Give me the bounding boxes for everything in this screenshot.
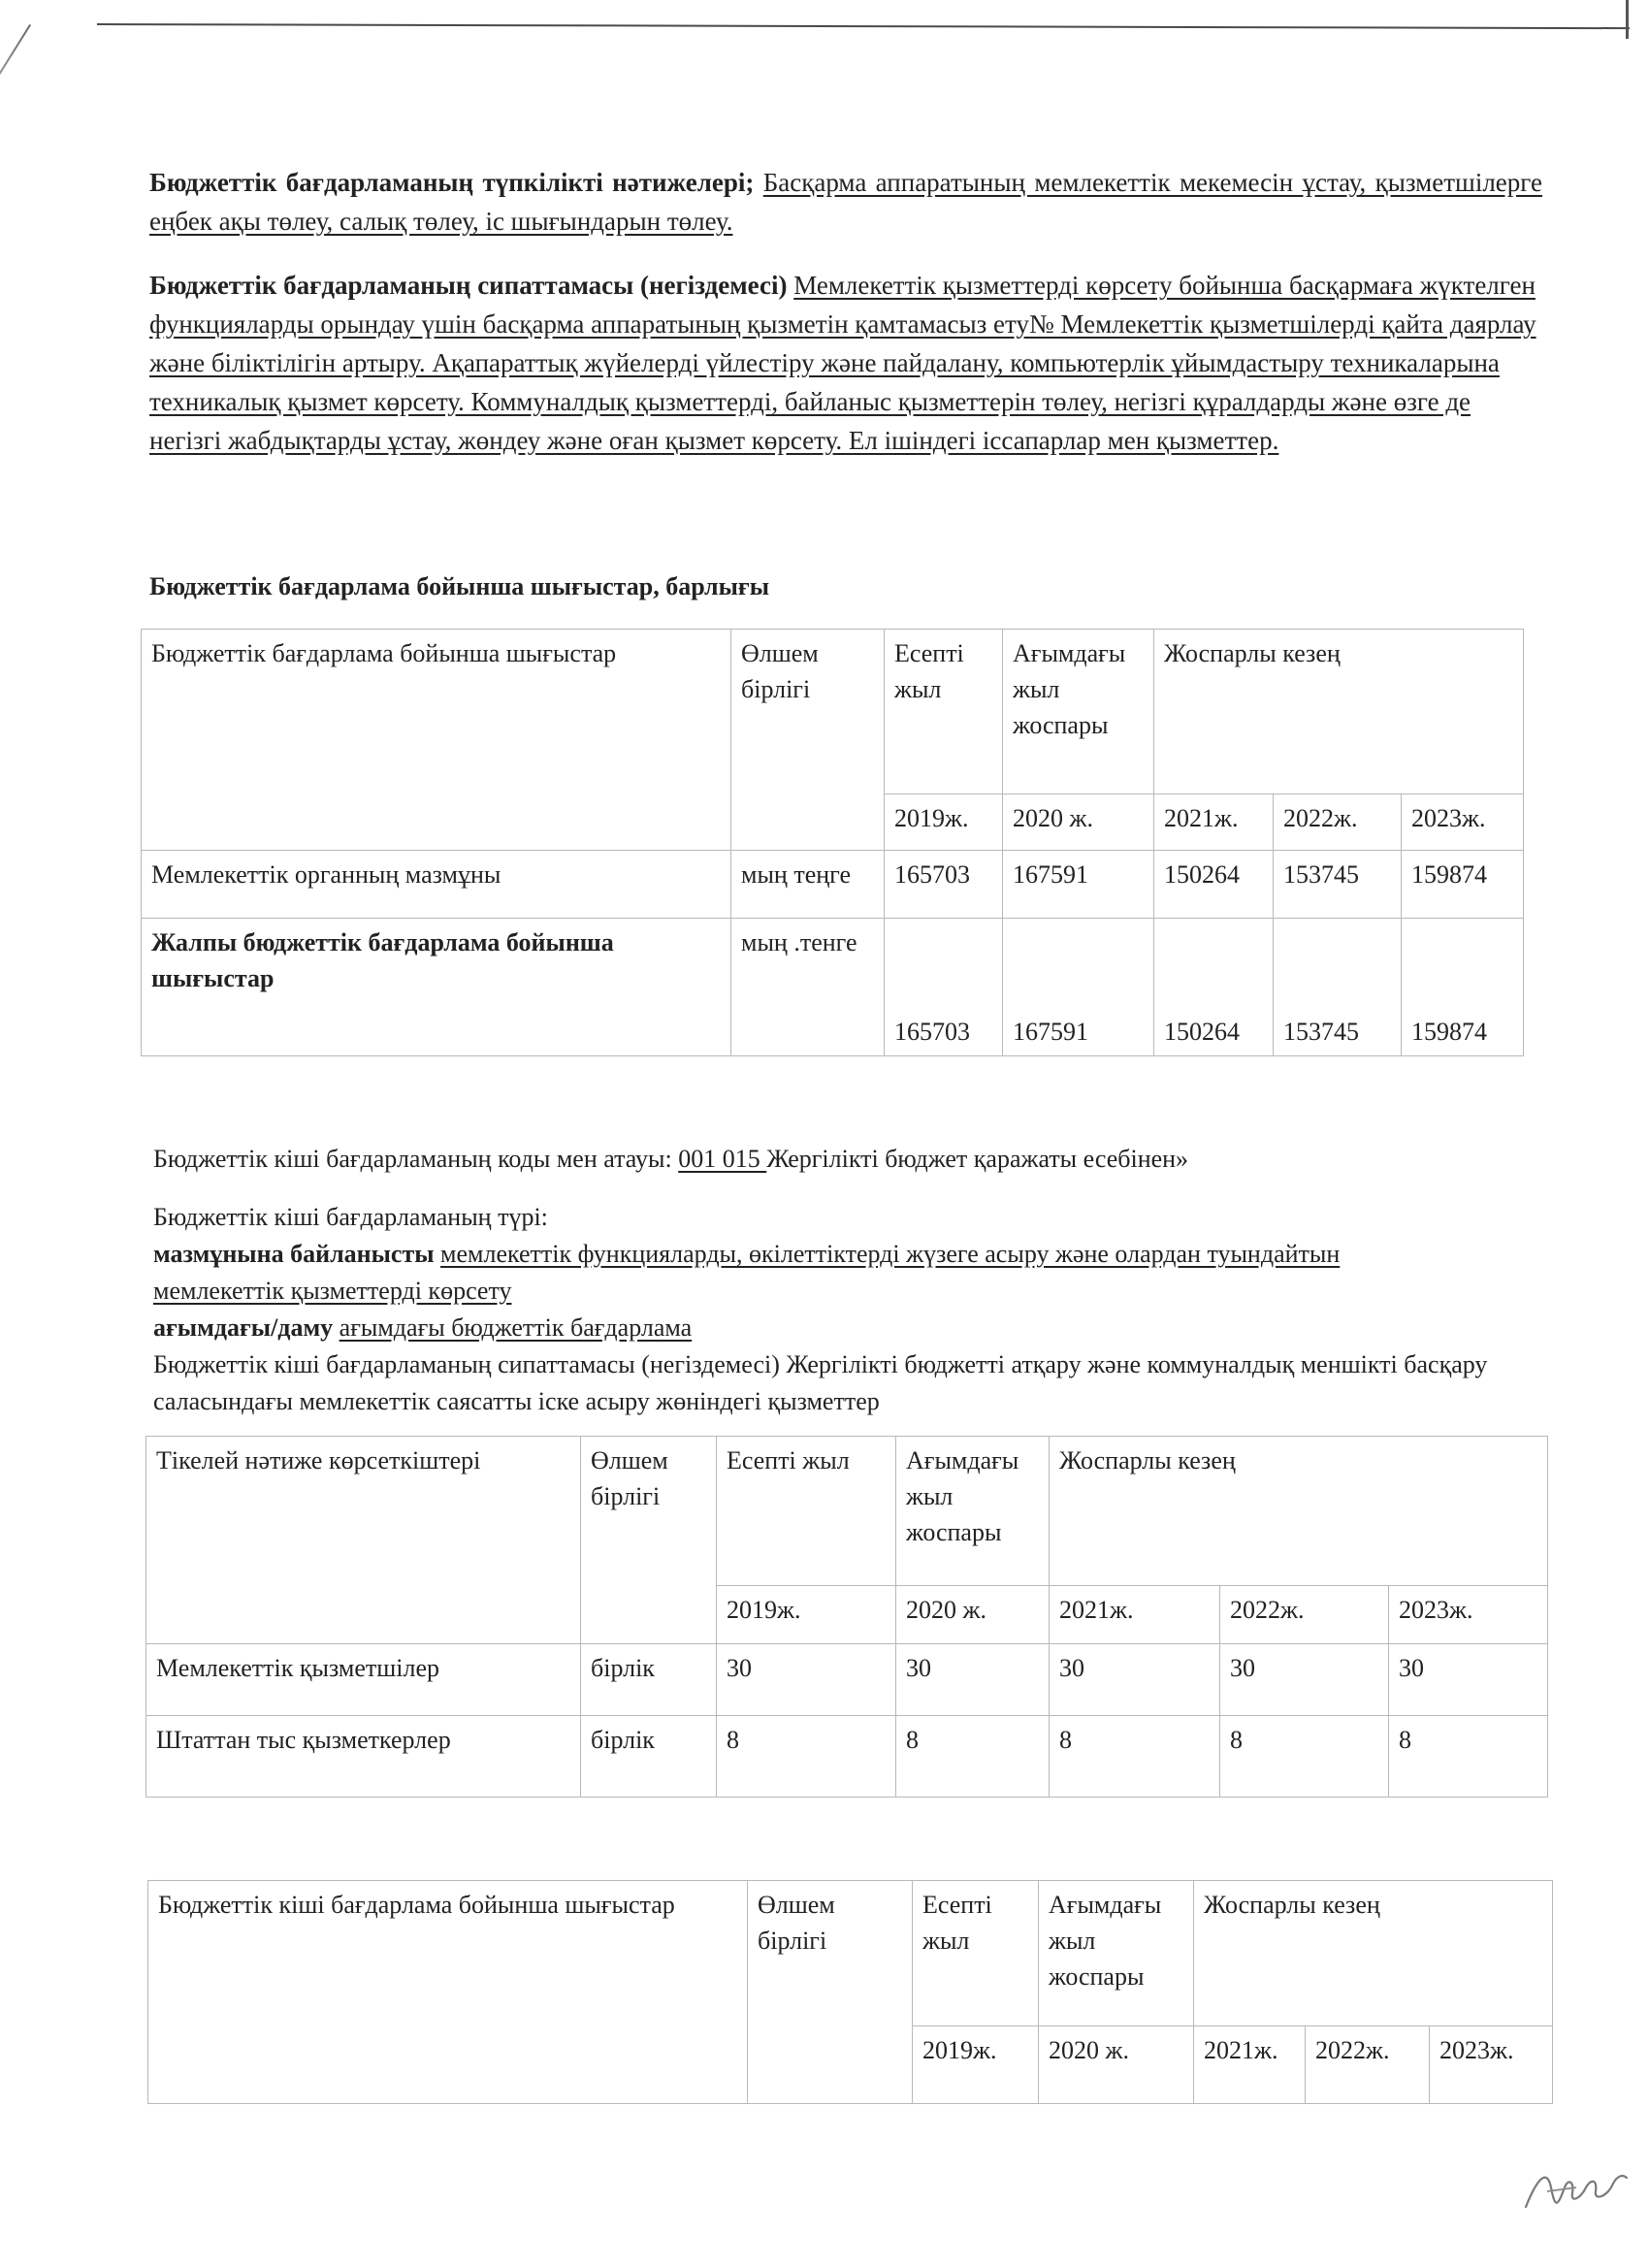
value-cell: 167591 xyxy=(1003,851,1154,919)
year-cell: 2023ж. xyxy=(1389,1586,1548,1644)
content-label: мазмұнына байланысты xyxy=(153,1240,435,1268)
value-cell: 165703 xyxy=(885,919,1003,1056)
subprogram-code-label: Бюджеттік кіші бағдарламаның коды мен атауы: xyxy=(153,1145,672,1173)
subprogram-code-line xyxy=(153,1141,1550,1178)
header-planned-period: Жоспарлы кезең xyxy=(1154,630,1524,794)
subprogram-code-name: Жергілікті бюджет қаражаты есебінен» xyxy=(766,1145,1189,1173)
row-name: Жалпы бюджеттік бағдарлама бойынша шығыстар xyxy=(142,919,731,1056)
header-current-year: Ағымдағы жыл жоспары xyxy=(1003,630,1154,794)
table-row xyxy=(146,1644,1548,1716)
value-cell: 8 xyxy=(1220,1716,1389,1798)
row-unit: мың теңге xyxy=(731,851,885,919)
scan-edge-right xyxy=(1626,0,1629,39)
program-expenses-table xyxy=(141,629,1524,1056)
value-cell: 150264 xyxy=(1154,919,1274,1056)
value-cell: 153745 xyxy=(1274,919,1402,1056)
year-cell: 2019ж. xyxy=(885,794,1003,851)
subprogram-type-label: Бюджеттік кіші бағдарламаның түрі: xyxy=(153,1203,548,1231)
header-unit: Өлшем бірлігі xyxy=(748,1881,913,2104)
row-name: Мемлекеттік органның мазмұны xyxy=(142,851,731,919)
row-unit: бірлік xyxy=(581,1644,717,1716)
dev-label: ағымдағы/даму xyxy=(153,1313,334,1342)
program-description-paragraph xyxy=(149,266,1542,460)
header-indicators: Тікелей нәтиже көрсеткіштері xyxy=(146,1437,581,1644)
value-cell: 30 xyxy=(1050,1644,1220,1716)
row-name: Мемлекеттік қызметшілер xyxy=(146,1644,581,1716)
year-cell: 2020 ж. xyxy=(896,1586,1050,1644)
year-cell: 2022ж. xyxy=(1220,1586,1389,1644)
dev-value: ағымдағы бюджеттік бағдарлама xyxy=(339,1313,693,1342)
row-unit: бірлік xyxy=(581,1716,717,1798)
header-planned-period: Жоспарлы кезең xyxy=(1194,1881,1553,2026)
header-planned-period: Жоспарлы кезең xyxy=(1050,1437,1548,1586)
expenses-section-title: Бюджеттік бағдарлама бойынша шығыстар, барлығы xyxy=(149,572,770,600)
final-results-paragraph xyxy=(149,163,1542,241)
final-results-text: Басқарма аппаратының мемлекеттік мекемесін ұстау, қызметшілерге еңбек ақы төлеу, салық төлеу, іс шығындарын төлеу. xyxy=(149,168,1542,236)
header-expenses: Бюджеттік кіші бағдарлама бойынша шығыстар xyxy=(148,1881,748,2104)
year-cell: 2021ж. xyxy=(1154,794,1274,851)
value-cell: 8 xyxy=(1050,1716,1220,1798)
value-cell: 165703 xyxy=(885,851,1003,919)
value-cell: 159874 xyxy=(1402,851,1524,919)
value-cell: 150264 xyxy=(1154,851,1274,919)
subprogram-description: Бюджеттік кіші бағдарламаның сипаттамасы (негіздемесі) Жергілікті бюджетті атқару және коммуналдық меншікті басқару саласындағы мемлекеттік саясатты іске асыру жөніндегі қызметтер xyxy=(153,1350,1488,1415)
year-cell: 2022ж. xyxy=(1274,794,1402,851)
value-cell: 30 xyxy=(1220,1644,1389,1716)
table-row xyxy=(146,1716,1548,1798)
header-report-year: Есепті жыл xyxy=(885,630,1003,794)
row-name: Штаттан тыс қызметкерлер xyxy=(146,1716,581,1798)
header-unit: Өлшем бірлігі xyxy=(581,1437,717,1644)
value-cell: 167591 xyxy=(1003,919,1154,1056)
table-row xyxy=(142,851,1524,919)
year-cell: 2021ж. xyxy=(1194,2026,1306,2104)
year-cell: 2020 ж. xyxy=(1039,2026,1194,2104)
year-cell: 2023ж. xyxy=(1402,794,1524,851)
header-current-year: Ағымдағы жыл жоспары xyxy=(1039,1881,1194,2026)
header-expenses: Бюджеттік бағдарлама бойынша шығыстар xyxy=(142,630,731,851)
value-cell: 30 xyxy=(1389,1644,1548,1716)
value-cell: 159874 xyxy=(1402,919,1524,1056)
final-results-label: Бюджеттік бағдарламаның түпкілікті нәтижелері; xyxy=(149,168,755,197)
table-header-row xyxy=(142,630,1524,794)
program-description-label: Бюджеттік бағдарламаның сипаттамасы (негіздемесі) xyxy=(149,271,788,300)
value-cell: 8 xyxy=(717,1716,896,1798)
value-cell: 8 xyxy=(896,1716,1050,1798)
year-cell: 2023ж. xyxy=(1430,2026,1553,2104)
year-cell: 2020 ж. xyxy=(1003,794,1154,851)
table-header-row xyxy=(146,1437,1548,1586)
value-cell: 153745 xyxy=(1274,851,1402,919)
header-current-year: Ағымдағы жыл жоспары xyxy=(896,1437,1050,1586)
year-cell: 2022ж. xyxy=(1306,2026,1430,2104)
table-header-row xyxy=(148,1881,1553,2026)
value-cell: 30 xyxy=(717,1644,896,1716)
direct-results-table xyxy=(146,1436,1548,1798)
scan-edge-left xyxy=(0,24,31,190)
signature xyxy=(1518,2149,1634,2226)
scan-edge-top xyxy=(97,23,1630,29)
header-report-year: Есепті жыл xyxy=(913,1881,1039,2026)
header-report-year: Есепті жыл xyxy=(717,1437,896,1586)
subprogram-expenses-table xyxy=(147,1880,1553,2104)
subprogram-type-block xyxy=(153,1199,1550,1420)
program-description-text: Мемлекеттік қызметтерді көрсету бойынша басқармаға жүктелген функцияларды орындау үшін басқарма аппаратының қызметін қамтамасыз ету№ Мемлекеттік қызметшілерді қайта даярлау және біліктілігін артыру. Ақапараттық жүйелерді үйлестіру және пайдалану, компьютерлік ұйымдастыру техникаларына техникалық қызмет көрсету. Коммуналдық қызметтерді, байланыс қызметтерін төлеу, негізгі құралдарды және өзге де негізгі жабдықтарды ұстау, жөндеу және оған қызмет көрсету. Ел ішіндегі іссапарлар мен қызметтер. xyxy=(149,271,1536,455)
year-cell: 2021ж. xyxy=(1050,1586,1220,1644)
row-unit: мың .тенге xyxy=(731,919,885,1056)
subprogram-code-value: 001 015 xyxy=(678,1145,767,1173)
content-value: мемлекеттік функцияларды, өкілеттіктерді жүзеге асыру және олардан туындайтын мемлекеттік қызметтерді көрсету xyxy=(153,1240,1341,1305)
year-cell: 2019ж. xyxy=(913,2026,1039,2104)
year-cell: 2019ж. xyxy=(717,1586,896,1644)
value-cell: 30 xyxy=(896,1644,1050,1716)
header-unit: Өлшем бірлігі xyxy=(731,630,885,851)
value-cell: 8 xyxy=(1389,1716,1548,1798)
table-row-total xyxy=(142,919,1524,1056)
